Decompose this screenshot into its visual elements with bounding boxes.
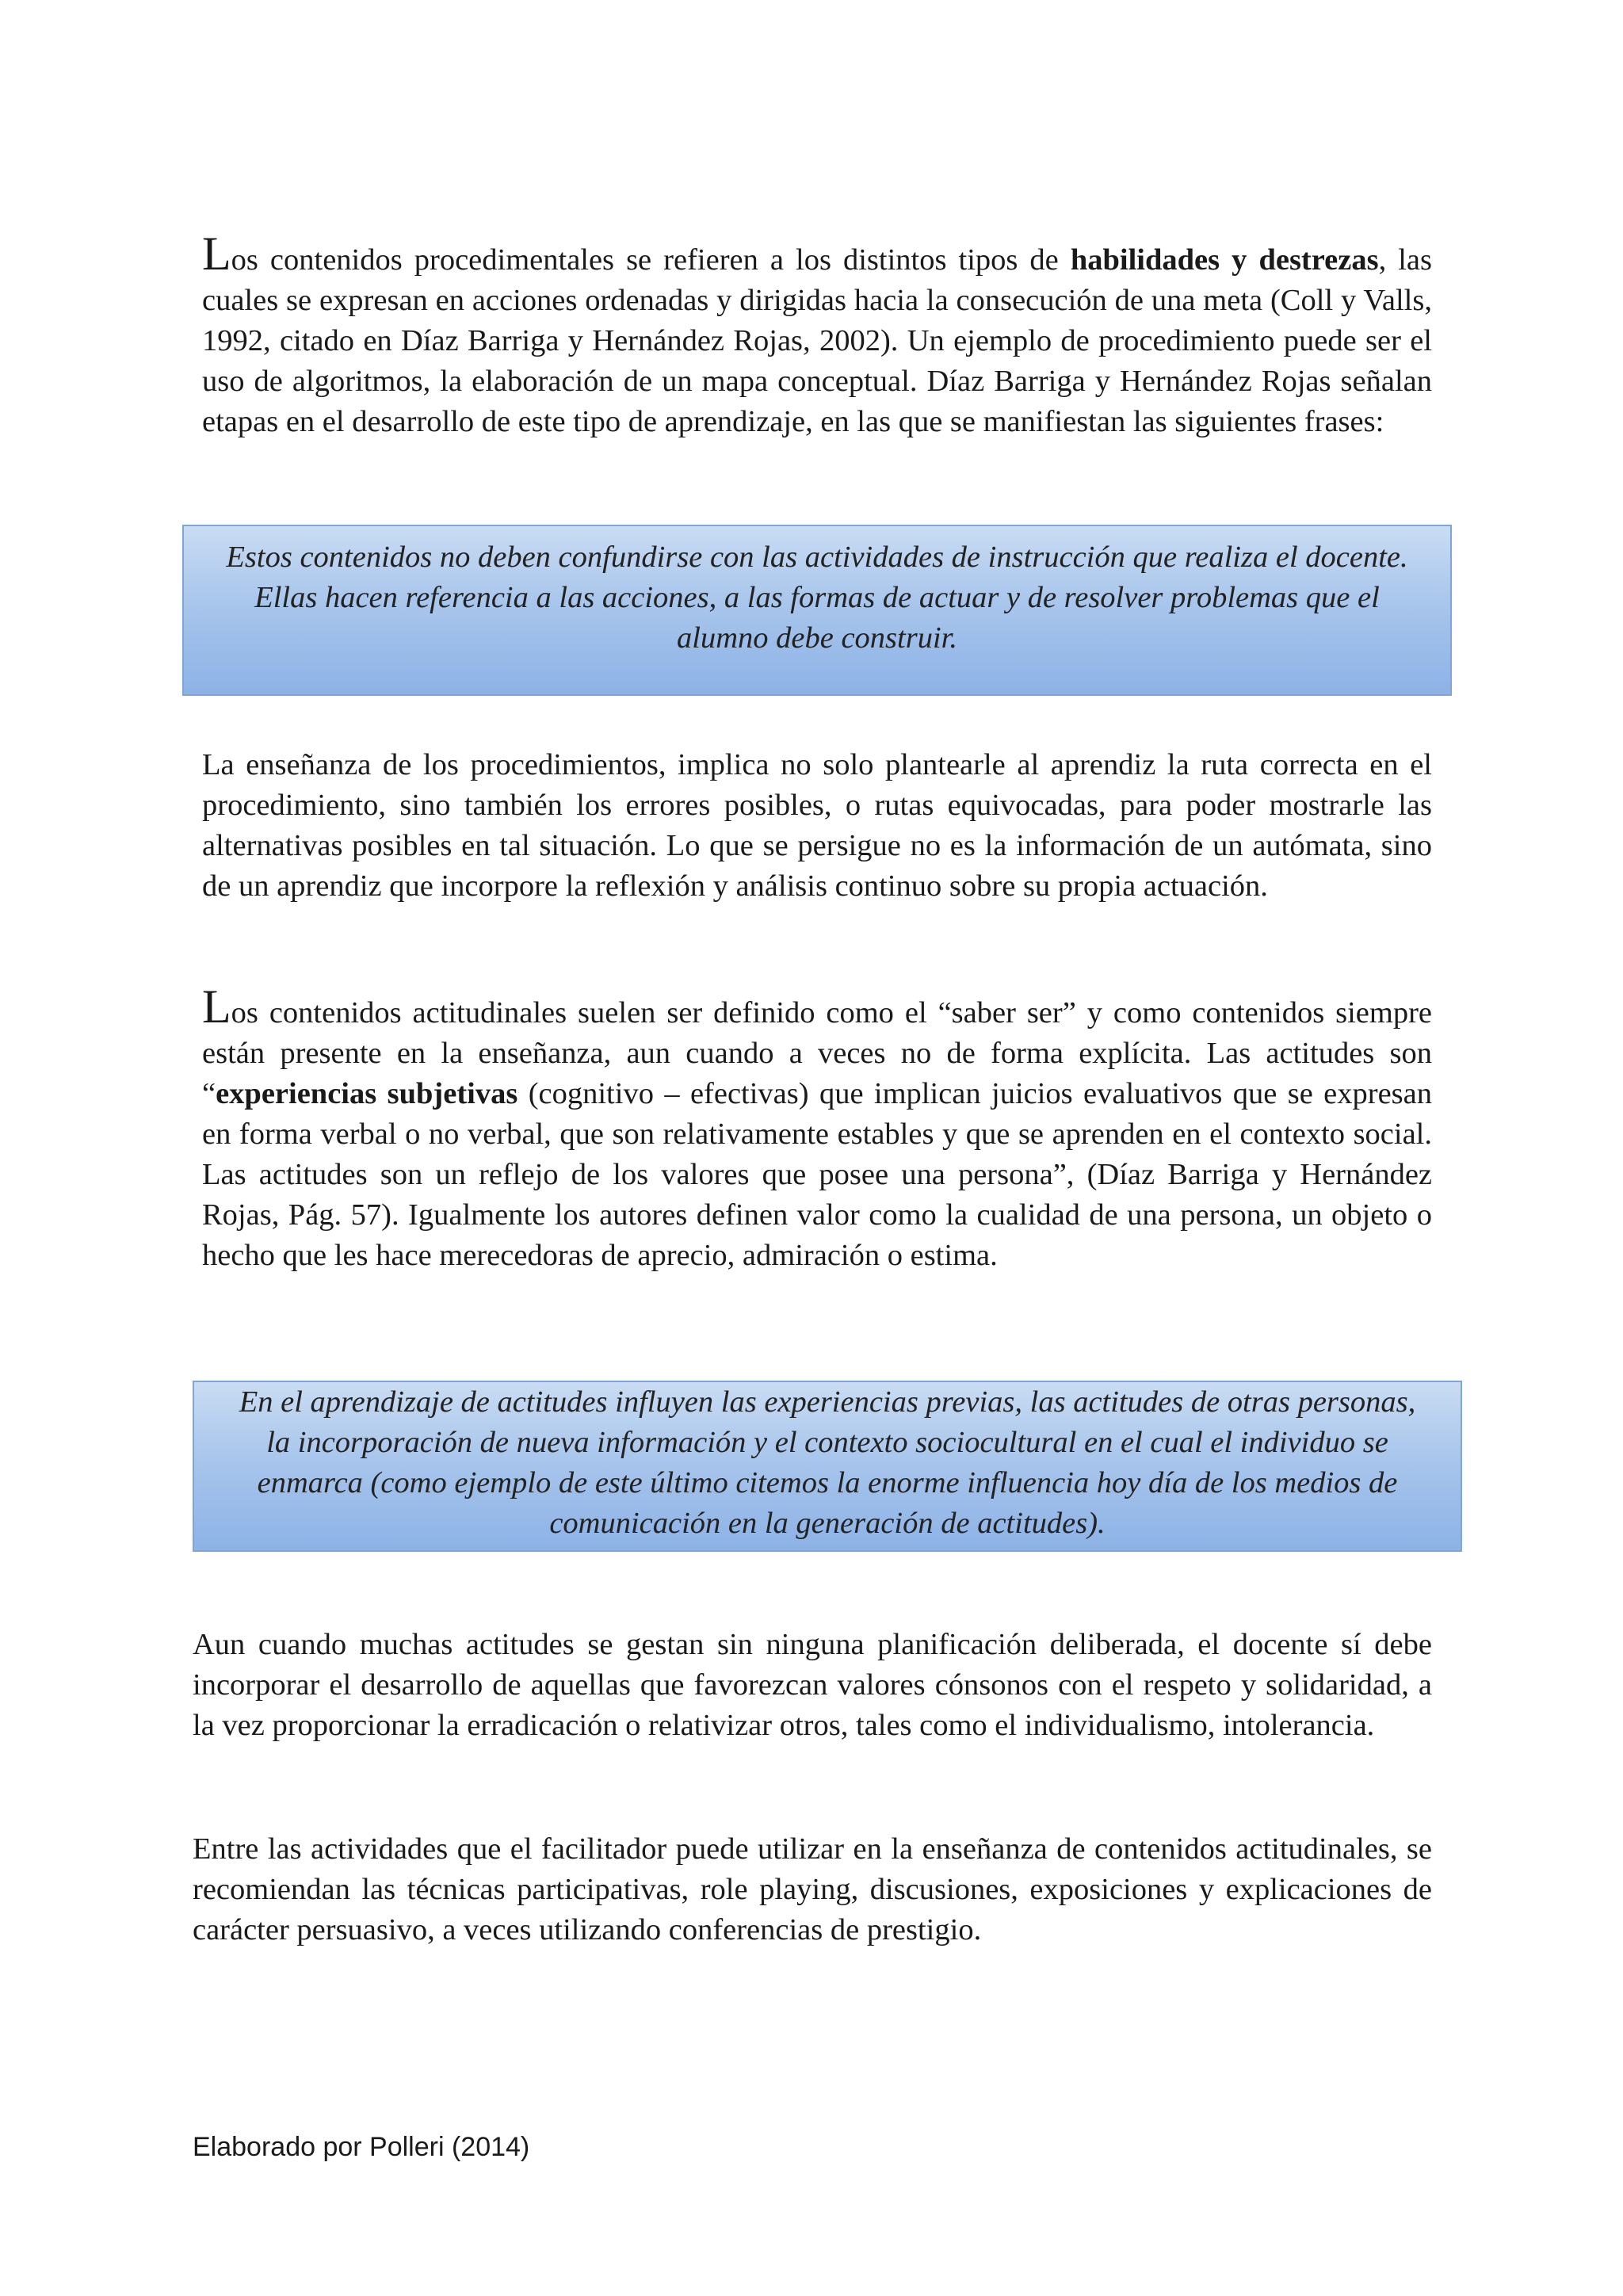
- paragraph-text: (cognitivo – efectivas) que implican juicios evaluativos que se expresan en forma verbal o no verbal, que son relativamente estables y que se aprenden en el contexto social. Las actitudes son un reflejo de los valores que posee una persona”, (Díaz Barriga y Hernández Rojas, Pág. 57). Igualmente los autores definen valor como la cualidad de una persona, un objeto o hecho que les hace merecedoras de aprecio, admiración o estima.: [202, 1077, 1432, 1272]
- drop-cap: L: [202, 980, 231, 1033]
- paragraph-actividades: Entre las actividades que el facilitador puede utilizar en la enseñanza de contenidos actitudinales, se recomiendan las técnicas participativas, role playing, discusiones, exposiciones y explicaciones de carácter persuasivo, a veces utilizando conferencias de prestigio.: [193, 1832, 1432, 1946]
- paragraph-actitudinales: [202, 980, 1432, 1276]
- bold-term: experiencias subjetivas: [216, 1077, 518, 1110]
- callout-text: Estos contenidos no deben confundirse con las actividades de instrucción que realiza el docente. Ellas hacen referencia a las acciones, a las formas de actuar y de resolver problemas que el alumno debe construir.: [226, 541, 1408, 655]
- drop-cap: L: [202, 227, 231, 280]
- paragraph-docente: Aun cuando muchas actitudes se gestan sin ninguna planificación deliberada, el docente sí debe incorporar el desarrollo de aquellas que favorezcan valores cónsonos con el respeto y solidaridad, a la vez proporcionar la erradicación o relativizar otros, tales como el individualismo, intolerancia.: [193, 1628, 1432, 1742]
- callout-text: En el aprendizaje de actitudes influyen las experiencias previas, las actitudes de otras personas, la incorporación de nueva información y el contexto sociocultural en el cual el individuo se enmarca (como ejemplo de este último citemos la enorme influencia hoy día de los medios de comunicación en la generación de actitudes).: [239, 1385, 1416, 1540]
- bold-term: habilidades y destrezas: [1070, 243, 1379, 277]
- paragraph-text: , las cuales se expresan en acciones ordenadas y dirigidas hacia la consecución de una meta (Coll y Valls, 1992, citado en Díaz Barriga y Hernández Rojas, 2002). Un ejemplo de procedimiento puede ser el uso de algoritmos, la elaboración de un mapa conceptual. Díaz Barriga y Hernández Rojas señalan etapas en el desarrollo de este tipo de aprendizaje, en las que se manifiestan las siguientes frases:: [202, 243, 1432, 438]
- paragraph-text: os contenidos procedimentales se refieren a los distintos tipos de: [231, 243, 1071, 277]
- paragraph-ensenanza: La enseñanza de los procedimientos, implica no solo plantearle al aprendiz la ruta correcta en el procedimiento, sino también los errores posibles, o rutas equivocadas, para poder mostrarle las alternativas posibles en tal situación. Lo que se persigue no es la información de un autómata, sino de un aprendiz que incorpore la reflexión y análisis continuo sobre su propia actuación.: [202, 748, 1432, 903]
- paragraph-text: os contenidos actitudinales suelen ser definido como el “saber ser” y como contenidos siempre están presente en la enseñanza, aun cuando a veces no de forma explícita. Las actitudes son “: [202, 996, 1432, 1110]
- page-footer: Elaborado por Polleri (2014): [193, 2132, 530, 2162]
- callout-box-actitudes: [193, 1381, 1462, 1552]
- callout-box-procedimientos: [182, 525, 1452, 696]
- paragraph-procedimentales: [202, 227, 1432, 442]
